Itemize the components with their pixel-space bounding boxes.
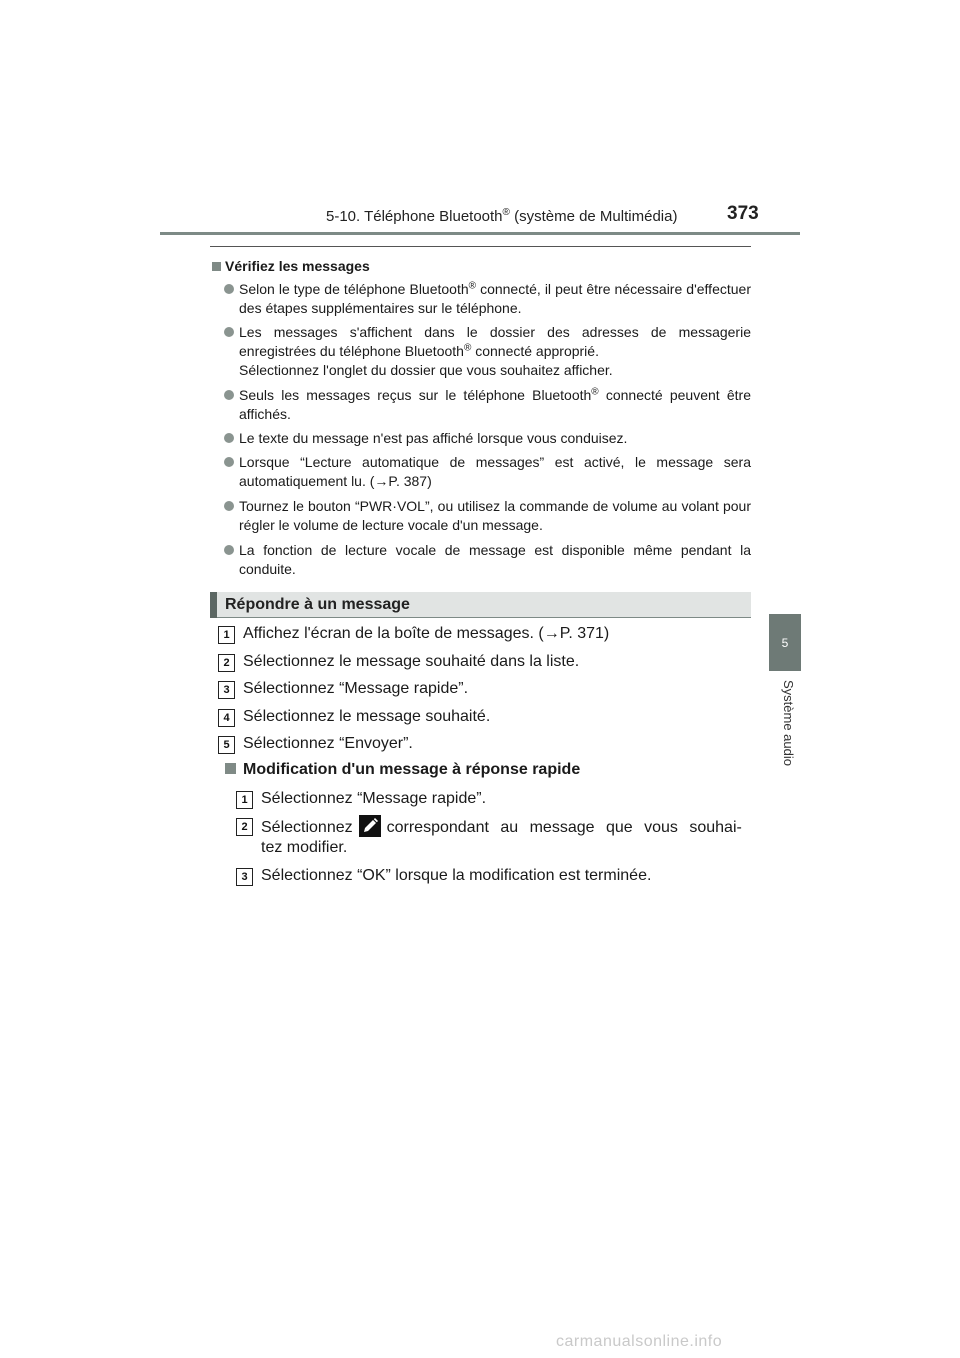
note-item: Tournez le bouton “PWR·VOL”, ou utilisez la commande de volume au volant pour régler le volume de lecture vocale d'un message. [224,497,751,535]
substep-text: Sélectionnez “Message rapide”. [261,790,487,807]
content-divider [210,246,751,247]
bullet-icon [224,545,234,555]
watermark: carmanualsonline.info [556,1333,723,1350]
note-item: La fonction de lecture vocale de message est disponible même pendant la conduite. [224,541,751,579]
bullet-icon [224,390,234,400]
subsection-heading: Modification d'un message à réponse rapide [225,761,580,779]
substep-text: Sélectionnez correspondant au message que vous souhai- [261,815,751,839]
step-text: Sélectionnez “Envoyer”. [243,735,413,752]
step-text: Sélectionnez “Message rapide”. [243,680,469,697]
step-number: 4 [218,709,235,727]
note-item: Lorsque “Lecture automatique de messages” est activé, le message sera automatiquement lu. (→P. 387) [224,453,751,491]
step-number: 5 [218,736,235,754]
bullet-icon [224,457,234,467]
square-bullet-icon [212,262,221,271]
step-number: 2 [218,654,235,672]
step-number: 1 [218,626,235,644]
note-item: Selon le type de téléphone Bluetooth® connecté, il peut être nécessaire d'effectuer des étapes supplémentaires sur le téléphone. [224,280,751,318]
page-number: 373 [727,203,759,224]
running-header: 5-10. Téléphone Bluetooth® (système de Multimédia) [326,207,678,225]
bullet-icon [224,327,234,337]
substep-number: 3 [236,868,253,886]
substep-number: 2 [236,818,253,836]
substep-text: Sélectionnez “OK” lorsque la modification est terminée. [261,867,652,884]
step-number: 3 [218,681,235,699]
bullet-icon [224,501,234,511]
substep-number: 1 [236,791,253,809]
bullet-icon [224,284,234,294]
note-item: Seuls les messages reçus sur le téléphone Bluetooth® connecté peuvent être affichés. [224,386,751,424]
pencil-icon [359,815,381,837]
note-item: Les messages s'affichent dans le dossier des adresses de messagerie enregistrées du téléphone Bluetooth® connecté approprié. Sélectionnez l'onglet du dossier que vous souhaitez afficher. [224,323,751,380]
section-accent-bar [210,592,217,618]
step-text: Affichez l'écran de la boîte de messages. (→P. 371) [243,625,610,642]
notes-heading: Vérifiez les messages [212,258,370,274]
step-text: Sélectionnez le message souhaité. [243,708,491,725]
section-header [210,592,751,618]
note-item: Le texte du message n'est pas affiché lorsque vous conduisez. [224,429,751,448]
header-divider [160,232,800,235]
section-title: Répondre à un message [225,596,410,613]
bullet-icon [224,433,234,443]
substep-text-continued: tez modifier. [261,839,348,856]
chapter-tab[interactable]: 5 [769,614,801,671]
step-text: Sélectionnez le message souhaité dans la liste. [243,653,580,670]
chapter-label: Système audio [781,680,796,766]
square-bullet-icon [225,763,236,774]
